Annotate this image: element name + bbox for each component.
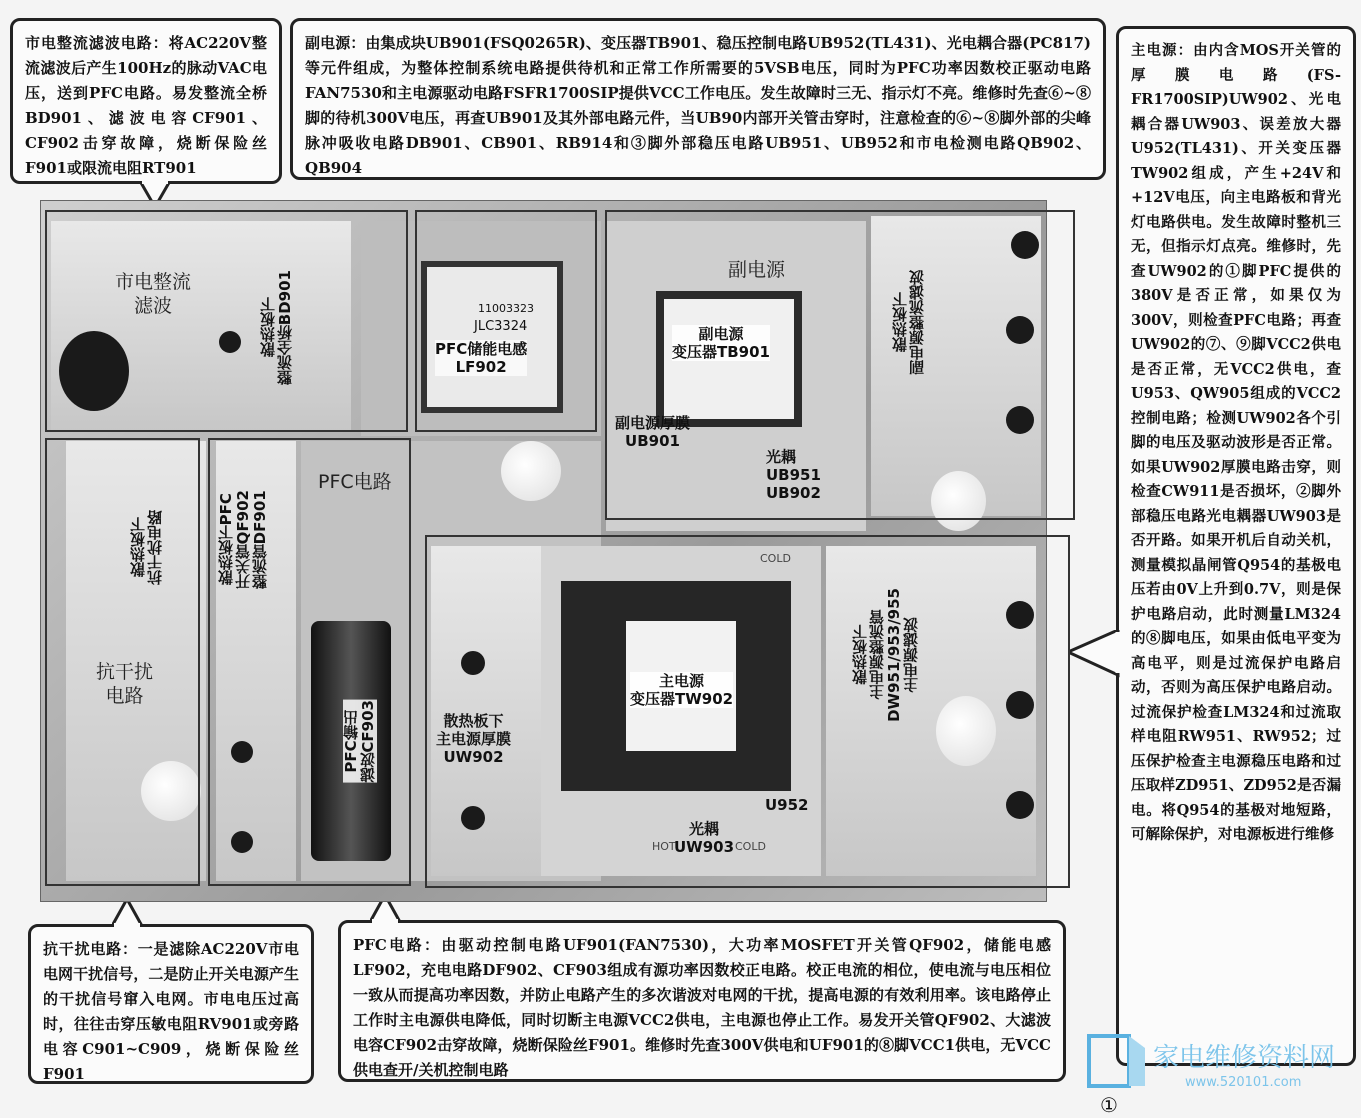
label-aux-rectifier: 散热板下 副电源整流滤波 — [891, 270, 926, 375]
label-bd901: 散热板下 整流全桥BD901 — [259, 270, 294, 386]
logo-url: www.520101.com — [1185, 1075, 1302, 1090]
rectifier-callout-text: 市电整流滤波电路：将AC220V整流滤波后产生100Hz的脉动VAC电压，送到PFC电路。易发整流全桥BD901、滤波电容CF901、CF902击穿故障，烧断保险丝F901或限流电阻RT901 — [25, 34, 267, 177]
frame-main-power — [425, 535, 1070, 888]
site-logo — [1085, 1030, 1355, 1092]
main-power-callout-text: 主电源：由内含MOS开关管的厚膜电路(FS-FR1700SIP)UW902、光电耦合器UW903、误差放大器U952(TL431)、开关变压器TW902组成，产生+24V和+12V电压，向主电路板和背光灯电路供电。发生故障时整机三无，但指示灯点亮。维修时，先查UW902的①脚PFC提供的380V是否正常，如果仅为300V，则检查PFC电路；再查UW902的⑦、⑨脚VCC2供电是否正常，无VCC2供电，查U953、QW905组成的VCC2控制电路；检测UW902各个引脚的电压及驱动波形是否正常。如果UW902厚膜电路击穿，则检查CW911是否损坏，②脚外部稳压电路光电耦器UW903是否开路。如果开机后自动关机，测量模拟晶闸管Q954的基极电压若由0V上升到0.7V，则是保护电路启动，此时测量LM324的⑧脚电压，如果由低电平变为高电平，则是过流保护电路启动，否则为高压保护电路启动。过流保护检查LM324和过流取样电阻RW951、RW952；过压保护检查主电源稳压电路和过压取样ZD951、ZD952是否漏电。将Q954的基极对地短路，可解除保护，对电源板进行维修 — [1131, 42, 1341, 843]
label-emi-heatsink: 散热板下 抗干扰电路 — [129, 510, 164, 585]
label-pfc-switch: 散热板下PFC 开关管QF902 整流管DF901 — [217, 490, 269, 590]
label-pfc-inductor: PFC储能电感 LF902 — [435, 340, 528, 376]
label-board-mark-hot: HOT — [652, 840, 676, 853]
label-ub901: 副电源厚膜 UB901 — [615, 414, 691, 450]
label-pfc-cap: PFC输出 滤波CF903 — [342, 700, 377, 783]
label-tw902: 主电源 变压器TW902 — [630, 672, 734, 708]
label-optocoupler-main: 光耦 UW903 — [674, 820, 735, 856]
pfc-callout — [338, 920, 1066, 1082]
pfc-callout-text: PFC电路：由驱动控制电路UF901(FAN7530)，大功率MOSFET开关管QF902，储能电感LF902，充电电路DF902、CF903组成有源功率因数校正电路。校正电流的相位，使电流与电压相位一致从而提高功率因数，并防止电路产生的多次谐波对电网的干扰，提高电源的有效利用率。该电路停止工作时主电源供电降低，同时切断主电源VCC2供电，主电源也停止工作。易发开关管QF902、大滤波电容CF902击穿故障，烧断保险丝F901。维修时先查300V供电和UF901的⑧脚VCC1供电，无VCC供电查开/关机控制电路 — [353, 936, 1051, 1079]
figure-number: ① — [1100, 1093, 1118, 1117]
label-rectifier-region: 市电整流 滤波 — [115, 271, 192, 317]
label-tb901: 副电源 变压器TB901 — [672, 325, 770, 361]
frame-rectifier — [45, 210, 408, 432]
label-optocoupler-aux: 光耦 UB951 UB902 — [766, 448, 821, 502]
rectifier-callout — [10, 18, 282, 184]
component-white-pfc — [501, 441, 561, 501]
frame-aux-power — [605, 210, 1075, 520]
main-power-callout-pointer — [1068, 630, 1120, 680]
aux-power-callout — [290, 18, 1106, 180]
label-uw902: 散热板下 主电源厚膜 UW902 — [436, 712, 512, 766]
label-board-mark-1: 11003323 — [478, 302, 534, 315]
label-u952: U952 — [765, 796, 809, 814]
emi-callout-text: 抗干扰电路：一是滤除AC220V市电电网干扰信号，二是防止开关电源产生的干扰信号窜入电网。市电电压过高时，往往击穿压敏电阻RV901或旁路电容C901~C909，烧断保险丝F901 — [43, 940, 299, 1083]
aux-power-callout-text: 副电源：由集成块UB901(FSQ0265R)、变压器TB901、稳压控制电路UB952(TL431)、光电耦合器(PC817)等元件组成，为整体控制系统电路提供待机和正常工作所需要的5VSB电压，同时为PFC功率因数校正驱动电路FAN7530和主电源驱动电路FSFR1700SIP提供VCC工作电压。发生故障时三无、指示灯不亮。维修时先查⑥~⑧脚的待机300V电压，再查UB901及其外部电路元件，当UB90内部开关管击穿时，注意检查的⑥~⑧脚外部的尖峰脉冲吸收电路DB901、CB901、RB914和③脚外部稳压电路UB951、UB952和市电检测电路QB902、QB904 — [305, 34, 1091, 177]
label-board-mark-2: JLC3324 — [474, 319, 528, 334]
emi-callout — [28, 924, 314, 1084]
label-main-rectifier: 散热板下 主电源整流管 DW951/953/955 主电源滤波 — [851, 588, 920, 722]
label-board-mark-cold-top: COLD — [760, 552, 791, 565]
label-emi-region: 抗干扰 电路 — [96, 661, 154, 707]
label-board-mark-cold-bottom: COLD — [735, 840, 766, 853]
label-aux-title: 副电源 — [728, 259, 786, 281]
label-pfc-title: PFC电路 — [318, 471, 392, 493]
logo-site-name: 家电维修资料网 — [1153, 1043, 1336, 1073]
main-power-callout — [1116, 26, 1356, 1066]
